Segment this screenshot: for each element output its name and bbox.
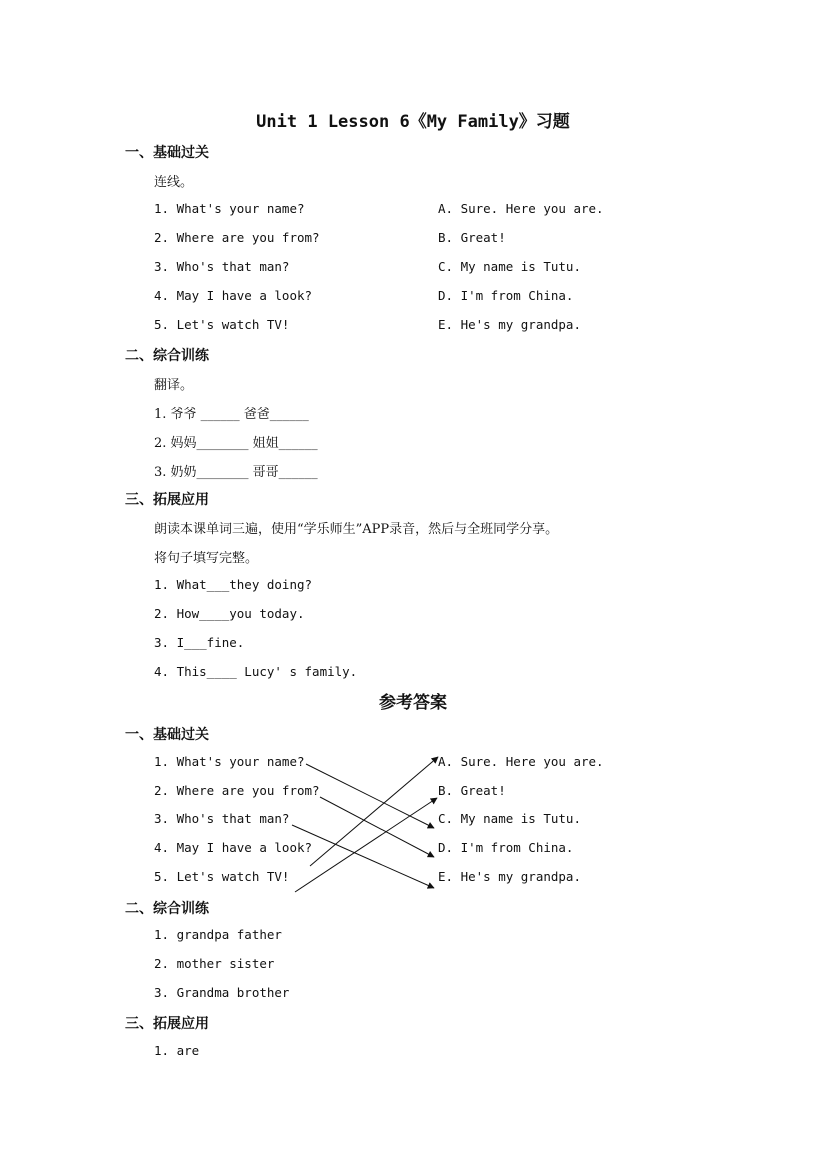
question-item: 4. May I have a look? [154, 288, 313, 303]
section-heading-basic: 一、基础过关 [125, 145, 209, 161]
fill-item: 4. This____ Lucy' s family. [154, 664, 358, 679]
answer-option-item: A. Sure. Here you are. [438, 754, 604, 769]
match-arrow-3-e [292, 825, 434, 888]
answer-option: E. He's my grandpa. [438, 317, 581, 332]
page-title: Unit 1 Lesson 6《My Family》习题 [256, 112, 570, 132]
section-heading-practice: 二、综合训练 [125, 348, 209, 364]
translate-item: 1. 爷爷 ______ 爸爸______ [154, 407, 309, 422]
fill-item: 3. I___fine. [154, 635, 245, 650]
answer-option-item: B. Great! [438, 783, 506, 798]
question-item: 5. Let's watch TV! [154, 317, 290, 332]
answer-option: C. My name is Tutu. [438, 259, 581, 274]
answer-question-item: 1. What's your name? [154, 754, 305, 769]
match-arrow-2-d [320, 797, 434, 857]
section-heading-basic-answer: 一、基础过关 [125, 727, 209, 743]
fill-answer: 1. are [154, 1043, 200, 1058]
translation-answer: 2. mother sister [154, 956, 275, 971]
answer-question-item: 5. Let's watch TV! [154, 869, 290, 884]
fill-item: 1. What___they doing? [154, 577, 313, 592]
section-heading-extension: 三、拓展应用 [125, 492, 209, 508]
question-item: 3. Who's that man? [154, 259, 290, 274]
section-heading-extension-answer: 三、拓展应用 [125, 1016, 209, 1032]
question-item: 2. Where are you from? [154, 230, 320, 245]
answer-option: A. Sure. Here you are. [438, 201, 604, 216]
instruction-translate: 翻译。 [154, 378, 194, 393]
instruction-fill: 将句子填写完整。 [154, 551, 259, 566]
translate-item: 2. 妈妈________ 姐姐______ [154, 436, 318, 451]
answer-option: D. I'm from China. [438, 288, 574, 303]
translate-item: 3. 奶奶________ 哥哥______ [154, 465, 318, 480]
answer-option-item: C. My name is Tutu. [438, 811, 581, 826]
instruction-read: 朗读本课单词三遍，使用“学乐师生”APP录音，然后与全班同学分享。 [154, 522, 559, 537]
match-arrow-5-b [295, 798, 437, 892]
answer-question-item: 4. May I have a look? [154, 840, 313, 855]
instruction-match: 连线。 [154, 175, 194, 190]
answer-question-item: 2. Where are you from? [154, 783, 320, 798]
question-item: 1. What's your name? [154, 201, 305, 216]
section-heading-practice-answer: 二、综合训练 [125, 901, 209, 917]
answer-question-item: 3. Who's that man? [154, 811, 290, 826]
match-arrow-1-c [306, 764, 434, 828]
translation-answer: 3. Grandma brother [154, 985, 290, 1000]
answer-option: B. Great! [438, 230, 506, 245]
answer-option-item: E. He's my grandpa. [438, 869, 581, 884]
answer-key-title: 参考答案 [379, 693, 447, 713]
translation-answer: 1. grandpa father [154, 927, 282, 942]
match-arrow-4-a [310, 757, 438, 866]
fill-item: 2. How____you today. [154, 606, 305, 621]
answer-option-item: D. I'm from China. [438, 840, 574, 855]
